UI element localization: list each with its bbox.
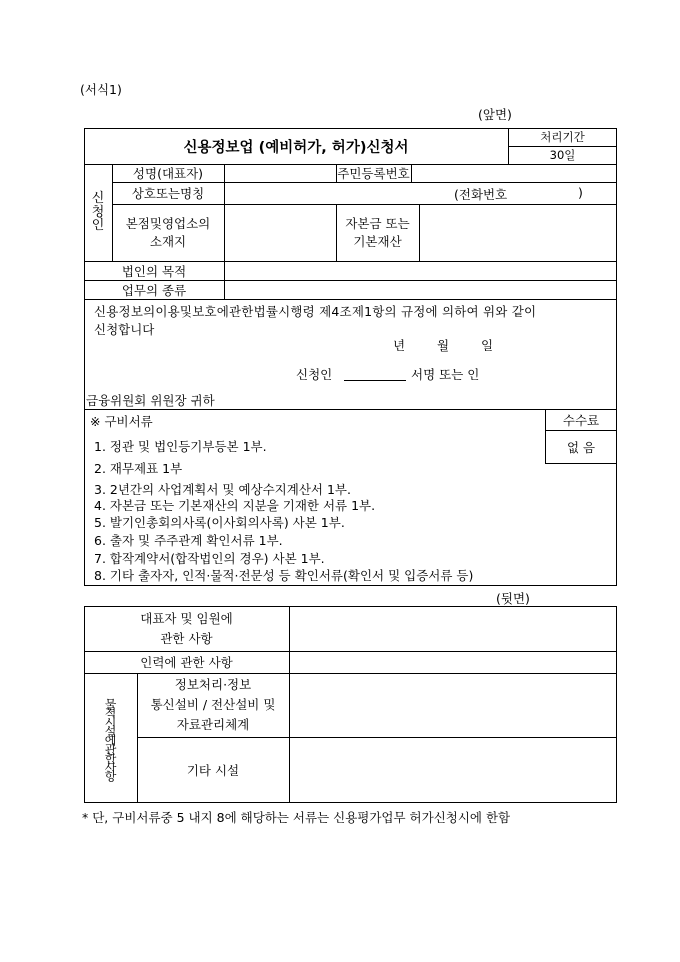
phone-label: (전화번호	[454, 187, 508, 202]
trade-name-input[interactable]	[224, 182, 454, 204]
address-input[interactable]	[224, 204, 336, 261]
it-label-line2: 통신설비 / 전산설비 및	[150, 697, 276, 712]
purpose-label: 법인의 목적	[121, 263, 187, 279]
date-year: 년	[393, 338, 406, 353]
physical-label	[84, 673, 137, 803]
date-day: 일	[481, 338, 494, 353]
statement-line-2: 신청합니다	[94, 322, 155, 337]
fee-label: 수수료	[562, 412, 600, 428]
it-label-line3: 자료관리체계	[176, 717, 250, 732]
form-code: (서식1)	[80, 82, 122, 97]
fee-value: 없 음	[566, 439, 596, 455]
it-facility-label	[137, 673, 289, 737]
statement-line-1: 신용정보의이용및보호에관한법률시행령 제4조제1항의 규정에 의하여 위와 같이	[94, 304, 537, 319]
staff-input[interactable]	[289, 651, 617, 673]
name-rep-input[interactable]	[224, 164, 336, 182]
reps-label-line1: 대표자 및 임원에	[140, 611, 233, 627]
applicant-char-2: 청	[91, 204, 105, 220]
footnote: * 단, 구비서류중 5 내지 8에 해당하는 서류는 신용평가업무 허가신청시에 한함	[82, 810, 511, 825]
signature-line[interactable]	[344, 380, 406, 381]
document-item-7: 7. 합작계약서(합작법인의 경우) 사본 1부.	[94, 551, 325, 566]
it-label-line1: 정보처리·정보	[174, 677, 252, 692]
purpose-input[interactable]	[224, 261, 617, 280]
address-label-line2: 소재지	[149, 233, 187, 249]
resident-no-input[interactable]	[411, 164, 617, 182]
signer-label: 신청인	[296, 367, 333, 382]
document-item-3: 3. 2년간의 사업계획서 및 예상수지계산서 1부.	[94, 482, 351, 497]
name-rep-label: 성명(대표자)	[132, 166, 204, 181]
document-item-8: 8. 기타 출자자, 인적·물적·전문성 등 확인서류(확인서 및 입증서류 등)	[94, 568, 474, 583]
document-item-4: 4. 자본금 또는 기본재산의 지분을 기재한 서류 1부.	[94, 498, 376, 513]
document-item-2: 2. 재무제표 1부	[94, 461, 183, 476]
business-type-input[interactable]	[224, 280, 617, 299]
form-title: 신용정보업 (예비허가, 허가)신청서	[183, 139, 409, 156]
addressee: 금융위원회 위원장 귀하	[86, 393, 215, 408]
capital-label-line1: 자본금 또는	[345, 216, 410, 231]
applicant-char-3: 인	[91, 218, 105, 234]
front-label: (앞면)	[478, 107, 512, 122]
applicant-char-1: 신	[91, 191, 105, 207]
document-item-6: 6. 출자 및 주주관계 확인서류 1부.	[94, 533, 283, 548]
address-label-line1: 본점및영업소의	[125, 216, 211, 231]
business-type-label: 업무의 종류	[121, 282, 187, 298]
capital-label	[336, 204, 419, 261]
document-item-5: 5. 발기인총회의사록(이사회의사록) 사본 1부.	[94, 515, 345, 530]
phone-close: )	[578, 185, 583, 200]
date-month: 월	[437, 338, 450, 353]
back-label: (뒷면)	[496, 591, 530, 606]
staff-label: 인력에 관한 사항	[140, 655, 233, 670]
address-label	[112, 204, 224, 261]
resident-no-label: 주민등록번호	[337, 166, 410, 181]
reps-label	[84, 606, 289, 651]
reps-label-line2: 관한 사항	[160, 630, 213, 646]
other-facility-label: 기타 시설	[186, 763, 240, 778]
processing-label: 처리기간	[540, 130, 585, 144]
applicant-label	[84, 164, 112, 261]
other-facility-input[interactable]	[289, 737, 617, 803]
processing-value: 30일	[549, 148, 576, 162]
reps-input[interactable]	[289, 606, 617, 651]
capital-input[interactable]	[419, 204, 617, 261]
capital-label-line2: 기본재산	[353, 233, 402, 249]
documents-heading: ※ 구비서류	[90, 414, 153, 429]
sign-label: 서명 또는 인	[411, 367, 480, 382]
physical-label-text: 물적시설에관한사항	[103, 697, 117, 779]
it-facility-input[interactable]	[289, 673, 617, 737]
trade-name-label: 상호또는명칭	[131, 186, 205, 201]
document-item-1: 1. 정관 및 법인등기부등본 1부.	[94, 439, 267, 454]
